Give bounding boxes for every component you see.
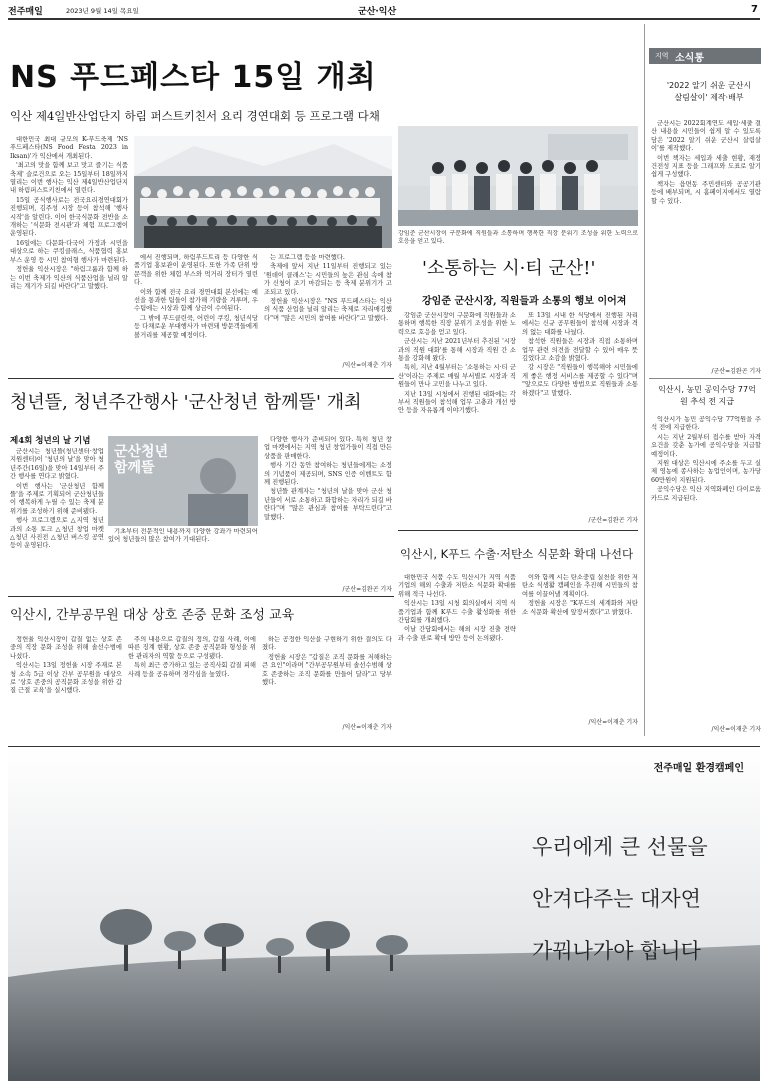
paragraph: 공익수당은 익산 지역화폐인 다이로움 카드로 지급된다. [651, 486, 761, 502]
paragraph: 정헌율 익산시장은 "NS 푸드페스타는 익산의 식품 산업을 널리 알리는 축제로 자리매김했다"며 "많은 시민의 참여를 바란다"고 말했다. [264, 298, 392, 322]
paragraph: 행사 프로그램으로 △지역 청년과의 소통 토크 △청년 창업 마켓 △청년 사진전 △청년 버스킹 공연 등이 운영된다. [10, 517, 104, 550]
paragraph: 기초부터 전문적인 내용까지 다양한 강좌가 마련되어 있어 청년들의 많은 참여가 기대된다. [108, 528, 258, 544]
article5-body-col1 [398, 574, 516, 724]
sidebar-item2-title: 익산시, 농민 공익수당 77억원 추석 전 지급 [658, 385, 756, 406]
paragraph: 특히 최근 증가하고 있는 공직사회 갑질 피해 사례 등을 공유하며 경각심을 높였다. [128, 662, 256, 678]
youth-poster-title: 군산청년 함께뜰 [114, 444, 169, 476]
youth-poster-art [108, 436, 258, 526]
article4-body-col1 [398, 312, 516, 526]
paragraph: 지원 대상은 익산시에 주소를 두고 실제 영농에 종사하는 농업인이며, 농가당 60만원이 지원된다. [651, 460, 761, 484]
article1-subhead: 익산 제4일반산업단지 하림 퍼스트키친서 요리 경연대회 등 프로그램 다채 [10, 109, 380, 123]
ad-sponsor: 전주매일 환경캠페인 [653, 763, 744, 774]
paragraph: 하는 공정한 익산을 구현하기 위한 결의도 다졌다. [262, 636, 392, 652]
article1-body-col2 [134, 254, 258, 372]
article4-photo-caption: 강임준 군산시장이 구문화에 직원들과 소통하며 행복한 직장 분위기 조성을 위한 노력으로 호응을 얻고 있다. [398, 230, 638, 245]
page-number: 7 [751, 4, 758, 15]
article2-headline: 청년뜰, 청년주간행사 '군산청년 함께뜰' 개최 [10, 392, 362, 413]
sidebar-item2-byline: /익산=이재춘 기자 [711, 726, 761, 733]
paragraph: 대한민국 최대 규모의 K-푸드축제 'NS 푸드페스타(NS Food Festa 2023 in Iksan)'가 익산에서 개최된다. [10, 136, 128, 160]
landscape-illustration [8, 747, 760, 1081]
paragraph: 정헌율 익산시장이 갑질 없는 상호 존중의 직장 문화 조성을 위해 솔선수범에 나섰다. [10, 636, 122, 660]
paragraph: 시는 지난 2월부터 접수를 받아 자격 요건을 갖춘 농가에 공익수당을 지급할 예정이다. [651, 433, 761, 458]
paragraph: '최고의 맛을 함께 보고 맛고 즐기는 식품 축제' 슬로건으로 오는 15일부터 18일까지 열리는 이번 행사는 익산 제4일반산업단지 내 하림퍼스트키친에서 열린다. [10, 162, 128, 195]
sidebar-column [644, 24, 763, 736]
paragraph: 대한민국 식품 수도 익산시가 지역 식품기업의 해외 수출과 저탄소 식문화 확대를 위해 적극 나선다. [398, 574, 516, 598]
paragraph: 행사 기간 동안 참여하는 청년들에게는 소정의 기념품이 제공되며, SNS 인증 이벤트도 함께 진행된다. [264, 462, 392, 487]
paragraph: 이날 간담회에서는 해외 시장 진출 전략과 수출 판로 확대 방안 등이 논의됐다. [398, 626, 516, 642]
paragraph: 는 프로그램 등을 마련했다. [270, 254, 345, 261]
food-festa-photo [134, 136, 392, 248]
youth-poster [108, 436, 258, 526]
paragraph: 축제에 앞서 지난 11일부터 진행되고 있는 '원데이 클래스'는 시민들의 높은 관심 속에 참가 신청이 조기 마감되는 등 축제 분위기가 고조되고 있다. [264, 263, 392, 296]
article2-body-col1 [10, 448, 104, 592]
paragraph: 군산시는 청년뜰(청년센터·창업지원센터)이 '청년의 날'을 맞아 청년주간(16일)을 맞아 14일부터 주간 행사를 연다고 밝혔다. [10, 448, 104, 481]
paragraph: 특히, 지난 4월부터는 '소통하는 시·티 군산'이라는 주제로 매월 부서별로 시장과 직원들이 만나 고민을 나누고 있다. [398, 364, 516, 389]
article5-headline: 익산시, K푸드 수출·저탄소 식문화 확대 나선다 [400, 547, 634, 561]
paragraph: 익산시가 농민 공익수당 77억원을 추석 전에 지급한다. [651, 416, 761, 432]
paragraph: 이번 행사는 '군산청년 함께뜰'을 주제로 기획되어 군산청년들이 행복하게 누릴 수 있는 축제 분위기를 조성하기 위해 준비됐다. [10, 482, 104, 515]
article3-headline: 익산시, 간부공무원 대상 상호 존중 문화 조성 교육 [10, 608, 295, 623]
article2-body-col3 [264, 436, 392, 580]
paragraph: 정헌율 익산시장은 "하림그룹과 함께 하는 이번 축제가 익산의 식품산업을 널리 알리는 계기가 되길 바란다"고 말했다. [10, 266, 128, 290]
article1-body-col1 [10, 136, 128, 374]
sidebar-item1-byline: /군산=김완곤 기자 [711, 368, 761, 375]
article3-body-col2 [128, 636, 256, 736]
paragraph: 정헌율 시장은 "K푸드의 세계화와 저탄소 식문화 확산에 앞장서겠다"고 밝혔다. [522, 600, 638, 616]
paragraph: 이번 책자는 세입과 세출 현황, 재정 건전성 지표 등을 그래프와 도표로 알기 쉽게 구성했다. [651, 154, 761, 179]
paragraph: 16일에는 다문화·다국어 가정과 시민을 대상으로 하는 쿠킹클래스, 식품협력 홍보 부스 운영 등 시민 참여형 행사가 마련된다. [10, 239, 128, 264]
paragraph: 그 밖에 푸드클린쿡, 어린이 쿠킹, 청년식당 등 다채로운 부대행사가 마련돼 방문객들에게 볼거리를 제공할 예정이다. [134, 314, 258, 339]
paragraph: 청년뜰 관계자는 "청년의 날을 맞아 군산 청년들이 서로 소통하고 화합하는 자리가 되길 바란다"며 "많은 관심과 참여를 부탁드린다"고 말했다. [264, 488, 392, 521]
paragraph: 참석한 직원들은 시장과 직접 소통하며 업무 관련 의견을 전달할 수 있어 매우 뜻깊었다고 소감을 밝혔다. [522, 338, 638, 363]
sidebar-item2-body [651, 416, 761, 722]
divider [398, 530, 638, 531]
ad-line-3: 가꿔나가야 합니다 [532, 939, 701, 963]
paragraph: 다양한 행사가 준비되어 있다. 특히 청년 창업 마켓에서는 지역 청년 창업가들이 직접 만든 상품을 판매한다. [264, 436, 392, 460]
divider [649, 378, 761, 379]
article2-subhead: 제4회 청년의 날 기념 [10, 436, 91, 446]
article2-body-col2 [108, 528, 258, 592]
paragraph: 강임준 군산시장이 구문화에 직원들과 소통하며 행복한 직장 분위기 조성을 위한 노력으로 호응을 얻고 있다. [398, 312, 516, 336]
sidebar-header-prefix: 지역 [655, 52, 669, 60]
article2-byline: /군산=김완곤 기자 [342, 586, 392, 593]
article1-headline: NS 푸드페스타 15일 개최 [10, 60, 377, 95]
paper-name: 전주매일 [8, 7, 43, 17]
paragraph: 익산시는 13일 시청 회의실에서 지역 식품기업과 함께 K푸드 수출 활성화를 위한 간담회를 개최했다. [398, 600, 516, 625]
article4-subhead: 강임준 군산시장, 직원들과 소통의 행보 이어져 [422, 296, 627, 307]
paragraph: 이와 함께 전국 요리 경연대회 본선에는 예선을 통과한 팀들이 참가해 기량을 겨루며, 우수팀에는 시상과 함께 상금이 수여된다. [134, 288, 258, 313]
divider [8, 596, 394, 597]
article5-body-col2 [522, 574, 638, 714]
article3-body-col1 [10, 636, 122, 736]
paragraph: 강 시장은 "직원들이 행복해야 시민들에게 좋은 행정 서비스를 제공할 수 있다"며 "앞으로도 다양한 방법으로 직원들과 소통하겠다"고 말했다. [522, 364, 638, 397]
food-festa-photo-art [134, 136, 392, 248]
divider [8, 378, 394, 379]
article3-byline: /익산=이재춘 기자 [342, 724, 392, 731]
ad-line-1: 우리에게 큰 선물을 [532, 835, 708, 859]
section-name: 군산·익산 [358, 7, 397, 17]
paragraph: 정헌율 시장은 "갑질은 조직 문화를 저해하는 큰 요인"이라며 "간부공무원부터 솔선수범해 상호 존중하는 조직 문화를 만들어 달라"고 당부했다. [262, 653, 392, 687]
article5-byline: /익산=이재춘 기자 [588, 719, 638, 726]
paragraph: 이와 함께 시는 탄소중립 실천을 위한 저탄소 식생활 캠페인을 추진해 시민들의 참여를 이끌어낼 계획이다. [522, 574, 638, 598]
paragraph: 또 13일 시내 한 식당에서 진행된 자리에서는 신규 공무원들이 참석해 시장과 격의 없는 대화를 나눴다. [522, 312, 638, 336]
ad-line-2: 안겨다주는 대자연 [532, 887, 701, 911]
sidebar-header [649, 48, 761, 64]
staff-group-photo-art [398, 126, 638, 226]
staff-group-photo [398, 126, 638, 226]
article4-headline: '소통하는 시·티 군산!' [422, 258, 596, 279]
sidebar-item1-body [651, 120, 761, 356]
paragraph: 에서 진행되며, 하림푸드트리 등 다양한 식품기업 홍보관이 운영된다. 또한 가족 단위 방문객을 위한 체험 부스와 먹거리 장터가 열린다. [134, 254, 258, 287]
page-header [8, 4, 760, 16]
paragraph: 군산시는 지난 2021년부터 추진된 '시장과의 직원 대화'를 통해 시장과 직원 간 소통을 강화해 왔다. [398, 338, 516, 363]
paragraph: 익산시는 13일 정헌율 시장 주재로 본청 소속 5급 이상 간부 공무원을 대상으로 '상호 존중의 공직문화 조성을 위한 갑질 근절 교육'을 실시했다. [10, 662, 122, 695]
header-rule [8, 18, 760, 20]
paragraph: 주의 내용으로 갑질의 정의, 갑질 사례, 이에 따른 징계 현황, 상호 존중 공직문화 형성을 위한 관리자의 역할 등으로 구성됐다. [128, 636, 256, 660]
article1-body-col3 [264, 254, 392, 358]
article3-body-col3 [262, 636, 392, 720]
paragraph: 군산시는 2022회계연도 세입·세출 결산 내용을 시민들이 쉽게 알 수 있도록 담은 '2022 알기 쉬운 군산시 살림살이'를 제작했다. [651, 120, 761, 153]
sidebar-header-title: 소식통 [675, 53, 704, 64]
environment-campaign-ad [8, 746, 760, 1081]
article4-body-col2 [522, 312, 638, 512]
sidebar-item1-title: '2022 알기 쉬운 군산시 살림살이' 제작·배부 [666, 81, 752, 102]
issue-date: 2023년 9월 14일 목요일 [66, 7, 139, 15]
paragraph: 지난 13일 시청에서 진행된 대화에는 각 부서 직원들이 참석해 업무 고충과 개선 방안 등을 자유롭게 이야기했다. [398, 390, 516, 415]
article1-byline: /익산=이재춘 기자 [342, 362, 392, 369]
paragraph: 15일 공식행사로는 전국요리경연대회가 진행되며, 김주성 시장 등이 참석해 '행사 시작'을 알린다. 이어 한국식문화 전반을 소개하는 '식문화 전시관'과 체험 프로그램이 운영된다. [10, 196, 128, 238]
article4-byline: /군산=김완곤 기자 [588, 517, 638, 524]
paragraph: 책자는 읍면동 주민센터와 공공기관 등에 배부되며, 시 홈페이지에서도 열람할 수 있다. [651, 180, 761, 205]
